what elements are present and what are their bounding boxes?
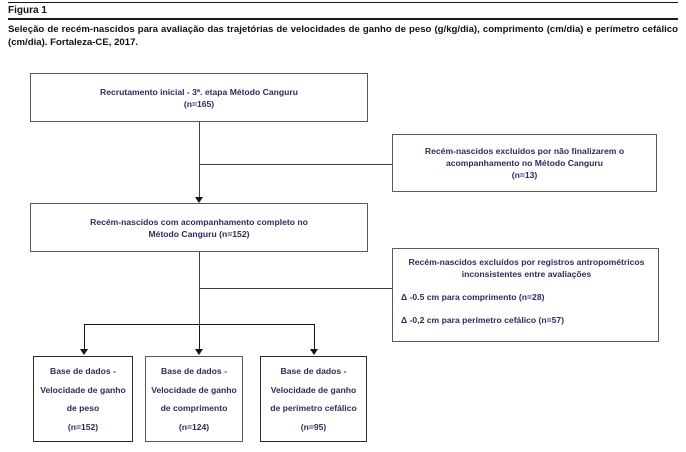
node-database-length — [145, 356, 243, 442]
node-excluded1-line3: (n=13) — [511, 170, 538, 180]
arrowhead-db-weight — [80, 349, 88, 355]
connector-recruitment-to-complete — [199, 122, 200, 200]
node-database-weight — [33, 356, 133, 442]
header-rule — [8, 18, 678, 20]
node-excluded-incomplete — [392, 134, 657, 192]
arrowhead-db-length — [195, 349, 203, 355]
node-db-head-line1: Base de dados - — [280, 366, 347, 376]
node-excluded-inconsistent — [392, 248, 659, 342]
figure-label: Figura 1 — [8, 5, 47, 16]
node-db-length-line3: de comprimento — [160, 403, 228, 413]
connector-drop-length — [199, 324, 200, 350]
node-excluded2-heading-line2: inconsistentes entre avaliações — [461, 269, 592, 279]
node-db-weight-line3: de peso — [66, 403, 100, 413]
node-db-head-line2: Velocidade de ganho — [270, 384, 357, 395]
node-db-weight-line2: Velocidade de ganho — [40, 384, 126, 395]
connector-branch-excluded1 — [199, 164, 392, 165]
node-excluded1-line1: Recém-nascidos excluídos por não finalizarem o — [424, 146, 625, 156]
connector-branch-excluded2 — [199, 288, 392, 289]
connector-drop-weight — [84, 324, 85, 350]
node-excluded2-item-perimetro: Δ -0,2 cm para perímetro cefálico (n=57) — [401, 315, 565, 325]
node-excluded2-heading-line1: Recém-nascidos excluídos por registros antropométricos — [408, 257, 645, 267]
node-db-head-line3: de perímetro cefálico — [270, 403, 357, 413]
node-db-length-line4: (n=124) — [178, 421, 210, 432]
connector-drop-head — [314, 324, 315, 350]
node-complete-line2: Método Canguru (n=152) — [148, 228, 250, 239]
node-recruitment-line2: (n=165) — [183, 98, 215, 109]
node-db-weight-line1: Base de dados - — [50, 366, 116, 376]
node-recruitment-line1: Recrutamento inicial - 3ª. etapa Método Canguru — [99, 86, 298, 97]
arrowhead-db-head — [310, 349, 318, 355]
node-database-head-circumference — [260, 356, 367, 442]
node-db-head-line4: (n=95) — [300, 421, 327, 432]
top-rule — [8, 2, 678, 3]
node-db-length-line2: Velocidade de ganho — [151, 384, 237, 395]
node-excluded1-line2: acompanhamento no Método Canguru — [445, 158, 604, 168]
node-db-length-line1: Base de dados - — [161, 366, 227, 376]
node-complete-line1: Recém-nascidos com acompanhamento completo no — [90, 216, 308, 227]
node-recruitment — [30, 73, 368, 122]
node-excluded2-item-comprimento: Δ -0.5 cm para comprimento (n=28) — [401, 292, 545, 302]
figure-caption: Seleção de recém-nascidos para avaliação das trajetórias de velocidades de ganho de peso (g/kg/dia), comprimento (cm/dia) e perímetro cefálico (cm/dia). Fortaleza-CE, 2017. — [8, 24, 678, 48]
node-complete-followup — [30, 203, 368, 252]
node-db-weight-line4: (n=152) — [67, 421, 99, 432]
